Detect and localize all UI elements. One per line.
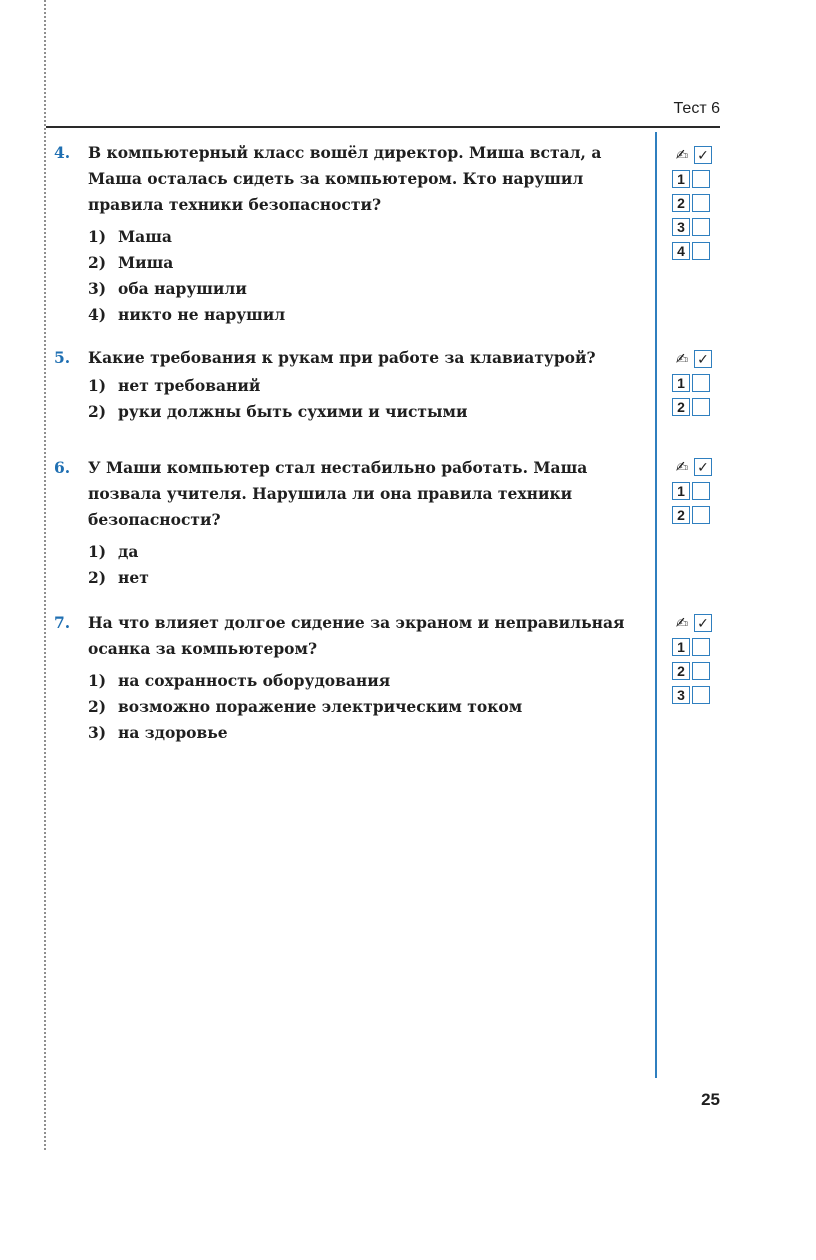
grid-number: 2 bbox=[672, 194, 690, 212]
option[interactable]: 3) на здоровье bbox=[88, 723, 228, 742]
grid-number: 1 bbox=[672, 374, 690, 392]
grid-row bbox=[672, 218, 712, 241]
answer-checkbox[interactable] bbox=[692, 398, 710, 416]
answer-checkbox[interactable] bbox=[692, 242, 710, 260]
question-text: Какие требования к рукам при работе за клавиатурой? bbox=[88, 348, 596, 367]
answer-grid-7 bbox=[672, 614, 712, 710]
answer-checkbox[interactable] bbox=[692, 170, 710, 188]
grid-row bbox=[672, 662, 712, 685]
grid-row bbox=[672, 482, 712, 505]
grid-number: 2 bbox=[672, 506, 690, 524]
pencil-icon: ✍ bbox=[675, 147, 689, 164]
option[interactable]: 1) нет требований bbox=[88, 376, 261, 395]
check-icon: ✓ bbox=[694, 458, 712, 476]
perforation-line bbox=[44, 0, 46, 1150]
options-list bbox=[54, 224, 646, 328]
option[interactable]: 4) никто не нарушил bbox=[88, 305, 286, 324]
question-7 bbox=[54, 610, 646, 746]
answer-checkbox[interactable] bbox=[692, 506, 710, 524]
option[interactable]: 2) нет bbox=[88, 568, 149, 587]
answer-checkbox[interactable] bbox=[692, 638, 710, 656]
question-number: 6. bbox=[54, 458, 71, 477]
question-number: 7. bbox=[54, 613, 71, 632]
grid-row bbox=[672, 686, 712, 709]
option[interactable]: 1) Маша bbox=[88, 227, 172, 246]
answer-grid-6 bbox=[672, 458, 712, 530]
option[interactable]: 2) Миша bbox=[88, 253, 174, 272]
grid-number: 2 bbox=[672, 662, 690, 680]
answer-column-rule bbox=[655, 132, 657, 1078]
options-list bbox=[54, 668, 646, 746]
answer-checkbox[interactable] bbox=[692, 662, 710, 680]
question-text: На что влияет долгое сидение за экраном и неправильная осанка за компьютером? bbox=[88, 613, 625, 658]
grid-number: 2 bbox=[672, 398, 690, 416]
grid-header-row bbox=[672, 146, 712, 169]
options-list bbox=[54, 539, 646, 591]
grid-number: 4 bbox=[672, 242, 690, 260]
grid-number: 3 bbox=[672, 686, 690, 704]
question-head bbox=[54, 140, 646, 218]
pencil-icon: ✍ bbox=[675, 351, 689, 368]
question-text: У Маши компьютер стал нестабильно работать. Маша позвала учителя. Нарушила ли она правила техники безопасности? bbox=[88, 458, 588, 529]
option[interactable]: 3) оба нарушили bbox=[88, 279, 247, 298]
answer-grid-5 bbox=[672, 350, 712, 422]
page-number: 25 bbox=[701, 1090, 720, 1109]
option[interactable]: 2) руки должны быть сухими и чистыми bbox=[88, 402, 468, 421]
pencil-icon: ✍ bbox=[675, 459, 689, 476]
grid-row bbox=[672, 398, 712, 421]
grid-header-row bbox=[672, 350, 712, 373]
grid-header-row bbox=[672, 458, 712, 481]
check-icon: ✓ bbox=[694, 146, 712, 164]
question-number: 4. bbox=[54, 143, 71, 162]
grid-number: 3 bbox=[672, 218, 690, 236]
question-text: В компьютерный класс вошёл директор. Миша встал, а Маша осталась сидеть за компьютером. Кто нарушил правила техники безопасности? bbox=[88, 143, 602, 214]
answer-checkbox[interactable] bbox=[692, 374, 710, 392]
question-head bbox=[54, 610, 646, 662]
option[interactable]: 1) на сохранность оборудования bbox=[88, 671, 391, 690]
question-number: 5. bbox=[54, 348, 71, 367]
grid-row bbox=[672, 170, 712, 193]
grid-number: 1 bbox=[672, 170, 690, 188]
grid-header-row bbox=[672, 614, 712, 637]
answer-checkbox[interactable] bbox=[692, 482, 710, 500]
question-5 bbox=[54, 345, 646, 425]
grid-row bbox=[672, 506, 712, 529]
grid-row bbox=[672, 194, 712, 217]
answer-checkbox[interactable] bbox=[692, 218, 710, 236]
grid-number: 1 bbox=[672, 638, 690, 656]
question-6 bbox=[54, 455, 646, 591]
grid-row bbox=[672, 242, 712, 265]
question-head bbox=[54, 345, 646, 371]
test-label: Тест 6 bbox=[673, 100, 720, 117]
option[interactable]: 2) возможно поражение электрическим током bbox=[88, 697, 523, 716]
check-icon: ✓ bbox=[694, 350, 712, 368]
answer-checkbox[interactable] bbox=[692, 686, 710, 704]
answer-checkbox[interactable] bbox=[692, 194, 710, 212]
question-head bbox=[54, 455, 646, 533]
grid-number: 1 bbox=[672, 482, 690, 500]
question-4 bbox=[54, 140, 646, 328]
grid-row bbox=[672, 374, 712, 397]
options-list bbox=[54, 373, 646, 425]
option[interactable]: 1) да bbox=[88, 542, 139, 561]
header-rule bbox=[46, 126, 720, 128]
grid-row bbox=[672, 638, 712, 661]
answer-grid-4 bbox=[672, 146, 712, 266]
pencil-icon: ✍ bbox=[675, 615, 689, 632]
check-icon: ✓ bbox=[694, 614, 712, 632]
